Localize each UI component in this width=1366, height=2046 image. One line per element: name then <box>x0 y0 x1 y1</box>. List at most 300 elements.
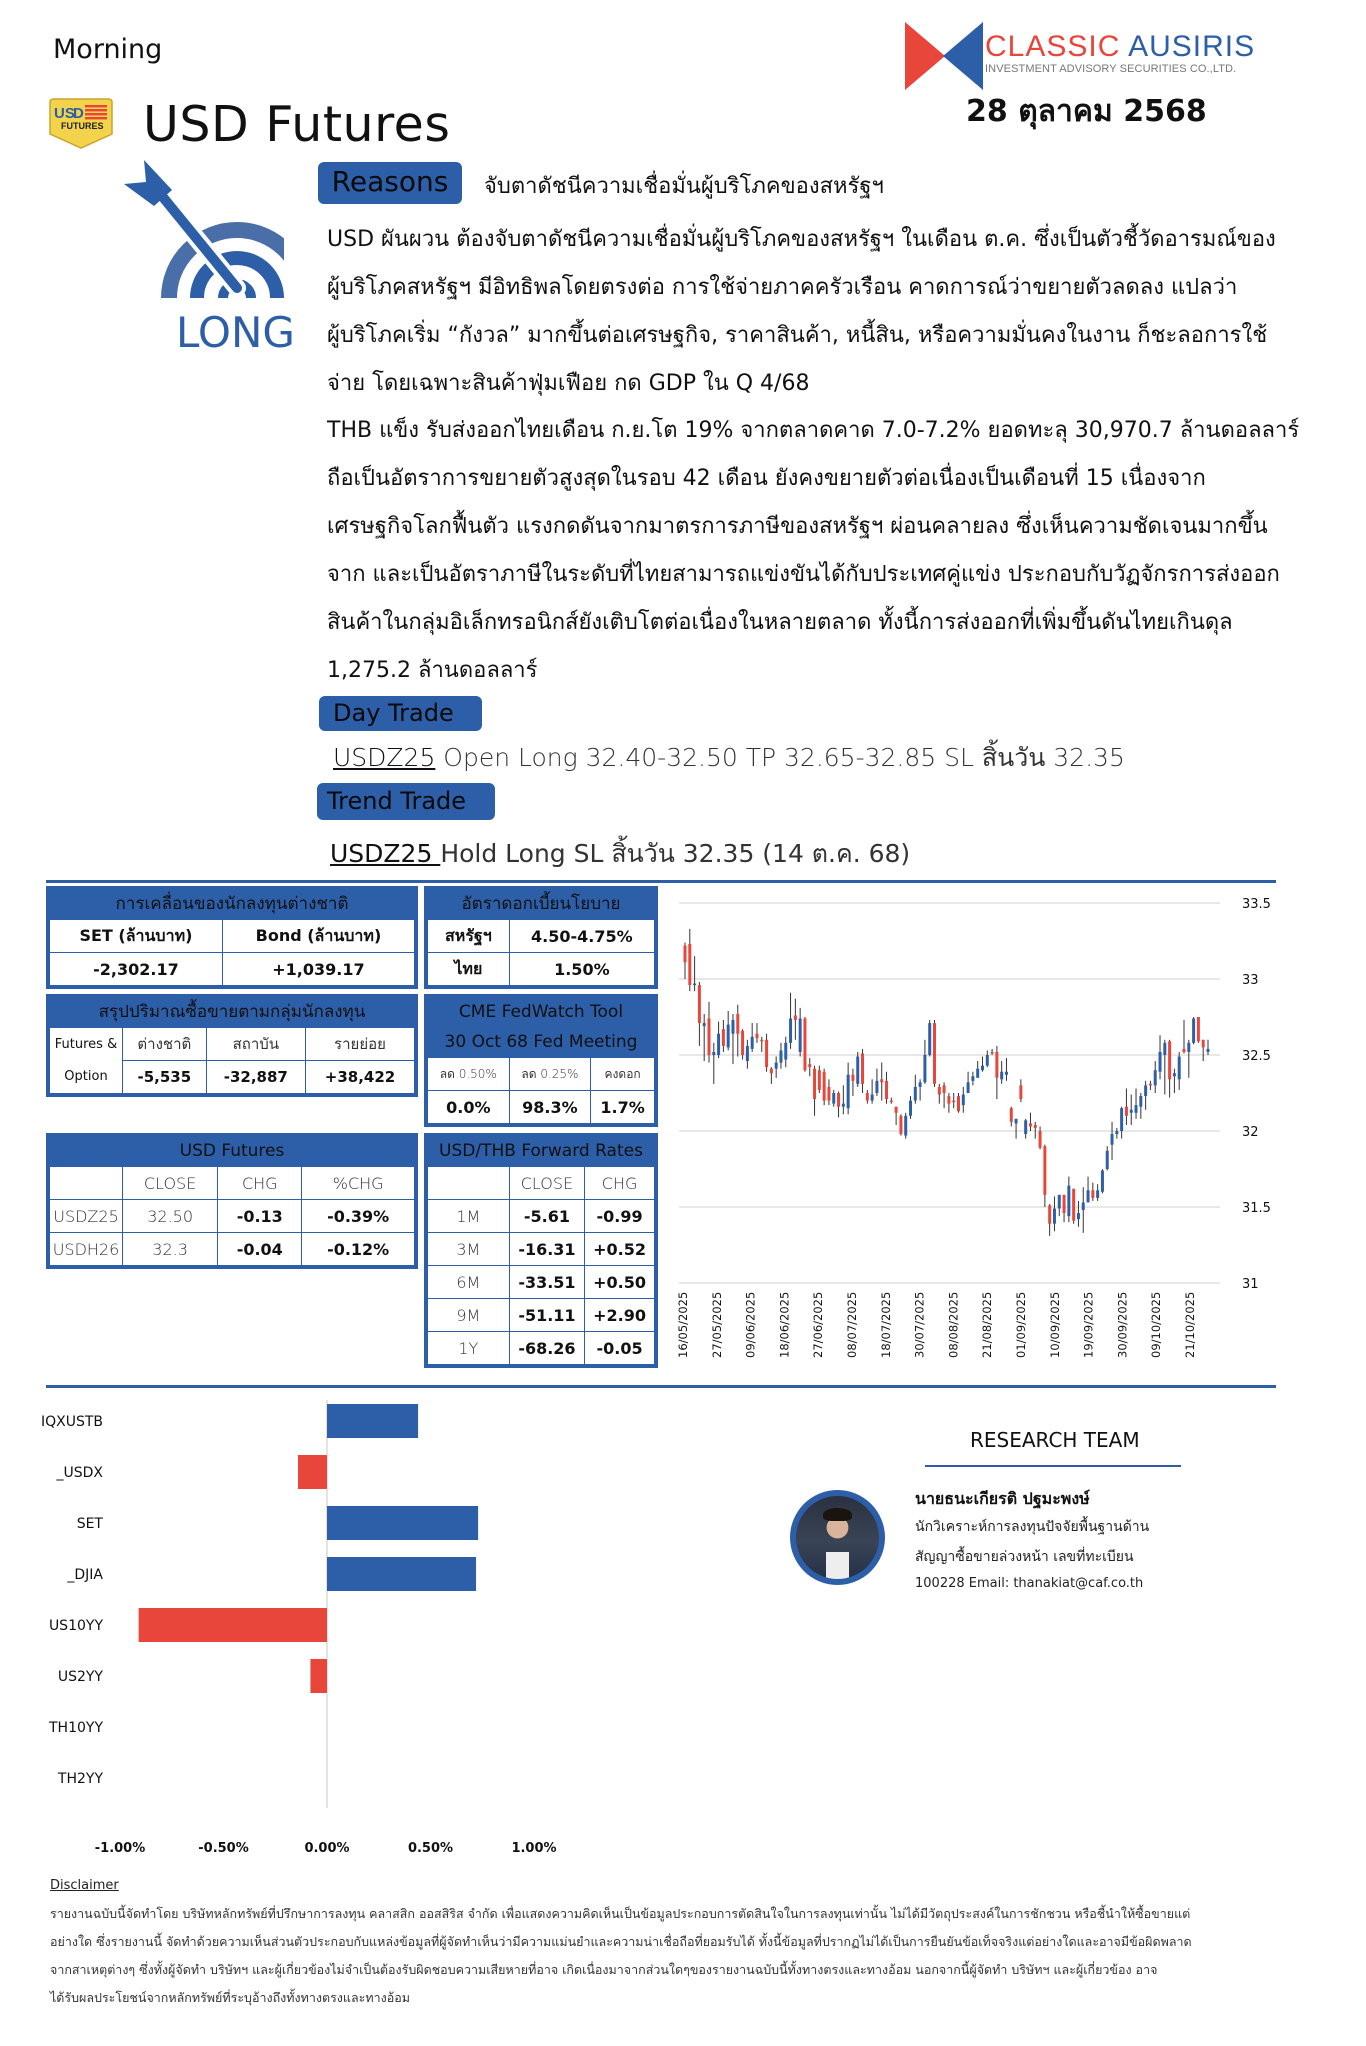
table-header-row <box>50 1167 415 1200</box>
table-cell: -0.99 <box>585 1200 655 1233</box>
table-cell: 0.0% <box>428 1091 510 1124</box>
table-cell: 1M <box>428 1200 510 1233</box>
disclaimer-line: ได้รับผลประโยชน์จากหลักทรัพย์ที่ระบุอ้างถึงทั้งทางตรงและทางอ้อม <box>50 1990 410 2005</box>
candle <box>952 1093 955 1108</box>
candle <box>813 1066 816 1116</box>
candle-body <box>712 1052 715 1055</box>
candle-body <box>880 1079 883 1082</box>
column-header <box>428 1167 510 1200</box>
candle-body <box>885 1081 888 1099</box>
candle-body <box>832 1093 835 1104</box>
x-tick-label: 09/06/2025 <box>743 1291 758 1358</box>
category-label: _USDX <box>56 1465 103 1481</box>
table-row <box>428 1299 655 1332</box>
candle-body <box>751 1037 754 1049</box>
candle <box>1048 1204 1051 1236</box>
candle <box>856 1052 859 1087</box>
candle-body <box>703 1023 706 1026</box>
candle <box>1043 1145 1046 1207</box>
candle-body <box>789 1019 792 1043</box>
candle <box>693 956 696 991</box>
candle-body <box>837 1093 840 1107</box>
candle-body <box>851 1075 854 1081</box>
candle <box>1000 1061 1003 1084</box>
candle-body <box>933 1023 936 1084</box>
table-cell: -5,535 <box>123 1061 207 1094</box>
candle <box>919 1079 922 1100</box>
company-name <box>985 30 1255 64</box>
candle <box>890 1098 893 1104</box>
candle-body <box>794 1015 797 1020</box>
candle-body <box>1192 1019 1195 1043</box>
trend-trade-label: Trend Trade <box>317 783 495 820</box>
foreign-flow-table <box>46 886 418 989</box>
table-title: สรุปปริมาณซื้อขายตามกลุ่มนักลงทุน <box>49 997 415 1027</box>
candle-body <box>731 1020 734 1034</box>
candle <box>991 1049 994 1055</box>
table-row <box>428 1233 655 1266</box>
candle-body <box>1039 1131 1042 1148</box>
y-tick-label: 31.5 <box>1242 1201 1271 1216</box>
column-header: ต่างชาติ <box>123 1028 207 1061</box>
candle <box>760 1037 763 1052</box>
table-cell: 32.3 <box>123 1233 218 1266</box>
candle-body <box>890 1101 893 1103</box>
candle <box>871 1079 874 1103</box>
candle-body <box>746 1046 749 1061</box>
column-header <box>50 1167 123 1200</box>
candle-body <box>986 1055 989 1066</box>
candle-body <box>1072 1189 1075 1221</box>
candle <box>962 1087 965 1113</box>
column-header: CHG <box>585 1167 655 1200</box>
candle-body <box>1082 1202 1085 1210</box>
analyst-name: นายธนะเกียรติ ปฐมะพงษ์ <box>915 1489 1090 1508</box>
candle <box>1082 1187 1085 1233</box>
table-cell: +0.50 <box>585 1266 655 1299</box>
candle-body <box>1207 1049 1210 1052</box>
candle <box>684 943 687 979</box>
candle <box>976 1061 979 1078</box>
table-subtitle: 30 Oct 68 Fed Meeting <box>427 1027 655 1057</box>
category-label: US10YY <box>48 1618 103 1634</box>
x-tick-label: 30/09/2025 <box>1115 1291 1130 1358</box>
table-cell: +38,422 <box>305 1061 414 1094</box>
column-header: ลด 0.50% <box>428 1058 510 1091</box>
candle-body <box>938 1087 941 1095</box>
usd-futures-logo-icon <box>46 98 116 150</box>
candle <box>818 1066 821 1093</box>
reasons-paragraph-thb <box>327 407 1347 695</box>
candle-body <box>981 1066 984 1071</box>
candle-body <box>875 1081 878 1093</box>
candle <box>1120 1107 1123 1139</box>
table-cell: -32,887 <box>206 1061 305 1094</box>
candle <box>1168 1040 1171 1098</box>
x-tick-label: -1.00% <box>94 1841 146 1856</box>
bar <box>310 1659 327 1693</box>
candle-body <box>813 1069 816 1099</box>
candle-body <box>928 1023 931 1055</box>
candle-body <box>1197 1017 1200 1041</box>
candle-body <box>971 1076 974 1081</box>
table-row <box>428 1200 655 1233</box>
candle <box>1039 1126 1042 1149</box>
candle <box>712 1043 715 1084</box>
candle <box>1202 1040 1205 1061</box>
day-trade-recommendation <box>333 738 1125 778</box>
column-header: รายย่อย <box>305 1028 414 1061</box>
candle-body <box>962 1095 965 1106</box>
table-cell: สหรัฐฯ <box>428 920 510 953</box>
candle-body <box>1125 1107 1128 1116</box>
candle-body <box>1091 1190 1094 1198</box>
candle <box>698 982 701 1046</box>
table-header-row <box>428 1167 655 1200</box>
usd-futures-table <box>46 1133 418 1269</box>
x-tick-label: 0.50% <box>407 1841 454 1856</box>
candle-body <box>1120 1108 1123 1131</box>
candle <box>765 1034 768 1072</box>
candle <box>823 1069 826 1105</box>
x-tick-label: 10/09/2025 <box>1047 1291 1062 1358</box>
table-cell: 1.50% <box>509 953 654 986</box>
y-tick-label: 33.5 <box>1242 897 1271 912</box>
candle <box>1159 1035 1162 1079</box>
table-row <box>50 953 415 986</box>
trend-trade-recommendation <box>330 834 910 874</box>
x-tick-label: 09/10/2025 <box>1149 1291 1164 1358</box>
candle-body <box>1168 1041 1171 1079</box>
candle-body <box>708 1019 711 1055</box>
candle <box>827 1079 830 1105</box>
candle <box>1139 1093 1142 1119</box>
candle <box>1034 1122 1037 1139</box>
disclaimer-line: จากสาเหตุต่างๆ ซึ่งทั้งผู้จัดทำ บริษัทฯ และผู้เกี่ยวข้องไม่จำเป็นต้องรับผิดชอบความเสียหายที่อาจ เกิดเนื่องมาจากส่วนใดๆของรายงานฉบับนี้ทั้งทางตรงและทางอ้อม นอกจากนี้ผู้จัดทำ บริษัทฯ และผู้เกี่ยวข้อง อาจ <box>50 1962 1158 1977</box>
day-trade-text: Open Long 32.40-32.50 TP 32.65-32.85 SL สิ้นวัน 32.35 <box>435 743 1125 772</box>
table-cell: ไทย <box>428 953 510 986</box>
table-row <box>50 1061 415 1094</box>
candle <box>751 1023 754 1052</box>
table-cell: -0.04 <box>218 1233 302 1266</box>
paragraph-line: USD ผันผวน ต้องจับตาดัชนีความเชื่อมั่นผู้บริโภคของสหรัฐฯ ในเดือน ต.ค. ซึ่งเป็นตัวชี้วัดอารมณ์ของ <box>327 227 1276 252</box>
candle <box>1053 1196 1056 1231</box>
section-divider <box>46 1385 1276 1388</box>
column-header: Bond (ล้านบาท) <box>222 920 414 953</box>
candle <box>722 1020 725 1052</box>
candle-body <box>808 1064 811 1067</box>
candle <box>794 999 797 1040</box>
candle <box>995 1046 998 1099</box>
candle <box>1067 1177 1070 1223</box>
candle <box>1207 1040 1210 1055</box>
candle-body <box>1087 1190 1090 1202</box>
column-header: SET (ล้านบาท) <box>50 920 223 953</box>
table-row <box>428 953 655 986</box>
candle <box>851 1069 854 1096</box>
candle <box>1005 1058 1008 1081</box>
candle-body <box>1183 1049 1186 1052</box>
candle-body <box>1149 1084 1152 1086</box>
table-cell: +0.52 <box>585 1233 655 1266</box>
candle-body <box>755 1034 758 1039</box>
candle <box>1024 1119 1027 1139</box>
table-cell: 3M <box>428 1233 510 1266</box>
candle <box>885 1072 888 1104</box>
category-label: TH2YY <box>57 1771 103 1787</box>
candle <box>799 1008 802 1057</box>
candle-body <box>1115 1131 1118 1134</box>
candle <box>1173 1069 1176 1093</box>
column-header: %CHG <box>302 1167 415 1200</box>
category-label: SET <box>76 1516 103 1532</box>
investor-volume-table <box>46 994 418 1097</box>
y-tick-label: 32.5 <box>1242 1049 1271 1064</box>
candle <box>1015 1119 1018 1139</box>
report-date: 28 ตุลาคม 2568 <box>966 94 1207 129</box>
y-tick-label: 32 <box>1242 1125 1259 1140</box>
candle-body <box>991 1052 994 1054</box>
candle-body <box>895 1107 898 1113</box>
company-name-part2: AUSIRIS <box>1128 30 1256 63</box>
bar <box>298 1455 327 1489</box>
candle-body <box>1063 1195 1066 1213</box>
candle-body <box>722 1029 725 1046</box>
candle <box>923 1040 926 1084</box>
candle-body <box>914 1087 917 1101</box>
candle <box>866 1090 869 1104</box>
candle <box>708 1002 711 1063</box>
candle-body <box>1111 1134 1114 1145</box>
candle <box>933 1020 936 1087</box>
candle <box>909 1096 912 1119</box>
candle-body <box>904 1116 907 1136</box>
bar <box>139 1608 327 1642</box>
x-tick-label: 21/08/2025 <box>980 1291 995 1358</box>
candle-body <box>1173 1073 1176 1076</box>
table-cell: -33.51 <box>509 1266 584 1299</box>
analyst-registration: สัญญาซื้อขายล่วงหน้า เลขที่ทะเบียน <box>915 1549 1134 1565</box>
row-label: Futures & <box>50 1028 123 1061</box>
candle-body <box>1053 1209 1056 1224</box>
disclaimer-title: Disclaimer <box>50 1878 119 1893</box>
category-label: US2YY <box>57 1669 103 1685</box>
candle <box>1063 1195 1066 1222</box>
candle-body <box>803 1019 806 1071</box>
candle <box>1058 1195 1061 1216</box>
candle <box>861 1049 864 1093</box>
disclaimer-line: รายงานฉบับนี้จัดทำโดย บริษัทหลักทรัพย์ที่ปรึกษาการลงทุน คลาสสิก ออสสิริส จำกัด เพื่อแสดงความคิดเห็นเป็นข้อมูลประกอบการตัดสินใจในการลงทุนเท่านั้น ไม่ได้มีวัตถุประสงค์ในการชักชวน หรือชี้นำให้ซื้อขายแต่ <box>50 1906 1191 1921</box>
candle <box>808 1058 811 1076</box>
category-label: _DJIA <box>67 1567 103 1583</box>
category-label: TH10YY <box>49 1720 103 1736</box>
signal-direction: LONG <box>176 308 295 357</box>
candle <box>741 1029 744 1059</box>
candle <box>928 1020 931 1056</box>
x-tick-label: -0.50% <box>198 1841 249 1856</box>
candle-body <box>957 1096 960 1111</box>
candle-body <box>1024 1120 1027 1134</box>
svg-text:US: US <box>54 105 75 122</box>
candle <box>1072 1189 1075 1224</box>
candle-body <box>976 1069 979 1078</box>
candle <box>688 929 691 991</box>
candle <box>895 1107 898 1125</box>
column-header: CHG <box>218 1167 302 1200</box>
bar <box>327 1506 478 1540</box>
candle <box>981 1057 984 1072</box>
table-cell: -0.12% <box>302 1233 415 1266</box>
table-header-row <box>50 1028 415 1061</box>
candle <box>947 1093 950 1113</box>
table-cell: -16.31 <box>509 1233 584 1266</box>
candle-body <box>1178 1057 1181 1080</box>
candle <box>1101 1169 1104 1193</box>
candle <box>899 1114 902 1135</box>
paragraph-line: จาก และเป็นอัตราภาษีในระดับที่ไทยสามารถแข่งขันได้กับประเทศคู่แข่ง ประกอบกับวัฏจักรการส่งออก <box>327 562 1280 587</box>
table-row <box>428 1266 655 1299</box>
research-team-title: RESEARCH TEAM <box>970 1428 1140 1452</box>
paragraph-line: THB แข็ง รับส่งออกไทยเดือน ก.ย.โต 19% จากตลาดคาด 7.0-7.2% ยอดทะลุ 30,970.7 ล้านดอลลาร์ <box>327 418 1300 443</box>
x-tick-label: 08/07/2025 <box>845 1291 859 1358</box>
reasons-label: Reasons <box>318 162 462 204</box>
table-cell: 32.50 <box>123 1200 218 1233</box>
company-name-part1: CLASSIC <box>985 30 1121 63</box>
candle-body <box>741 1031 744 1055</box>
candle <box>943 1082 946 1108</box>
paragraph-line: สินค้าในกลุ่มอิเล็กทรอนิกส์ยังเติบโตต่อเนื่องในหลายตลาด ทั้งนี้การส่งออกที่เพิ่มขึ้นดันไทยเกินดุล <box>327 610 1233 635</box>
candle-body <box>909 1101 912 1116</box>
candle <box>938 1084 941 1104</box>
candle <box>779 1043 782 1069</box>
candle-body <box>823 1072 826 1101</box>
table-cell: -51.11 <box>509 1299 584 1332</box>
svg-text:D: D <box>73 105 84 122</box>
column-header: CLOSE <box>509 1167 584 1200</box>
candle-body <box>1058 1195 1061 1209</box>
disclaimer-line: อย่างใด ซึ่งรายงานนี้ จัดทำด้วยความเห็นส่วนตัวประกอบกับแหล่งข้อมูลที่ผู้จัดทำเห็นว่ามีความแม่นยำและความน่าเชื่อถือที่ยอมรับได้ ทั้งนี้ข้อมูลที่ปรากฏไม่ได้เป็นการยืนยันข้อเท็จจริงแต่อย่างใดและอาจมีข้อผิดพลาด <box>50 1934 1192 1949</box>
candle-body <box>919 1082 922 1087</box>
candle-body <box>871 1095 874 1101</box>
candle <box>755 1023 758 1043</box>
page-title: USD Futures <box>143 96 451 153</box>
column-header: CLOSE <box>123 1167 218 1200</box>
candle-body <box>760 1040 763 1042</box>
table-cell: 1.7% <box>591 1091 655 1124</box>
paragraph-line: ผู้บริโภคสหรัฐฯ มีอิทธิพลโดยตรงต่อ การใช้จ่ายภาคครัวเรือน คาดการณ์ว่าขยายตัวลดลง แปลว่า <box>327 275 1238 300</box>
candle <box>1019 1079 1022 1102</box>
candle <box>837 1091 840 1117</box>
candle-body <box>1005 1072 1008 1075</box>
analyst-title: นักวิเคราะห์การลงทุนปัจจัยพื้นฐานด้าน <box>915 1519 1150 1535</box>
candle-body <box>717 1034 720 1055</box>
company-subtitle: INVESTMENT ADVISORY SECURITIES CO.,LTD. <box>985 63 1237 75</box>
candle <box>1010 1107 1013 1127</box>
candle <box>770 1067 773 1084</box>
table-row <box>50 1233 415 1266</box>
candle-body <box>784 1043 787 1060</box>
candle-body <box>1163 1043 1166 1055</box>
candle-body <box>947 1096 950 1104</box>
candle-body <box>842 1104 845 1107</box>
candle <box>1154 1061 1157 1093</box>
candle-body <box>1019 1085 1022 1099</box>
fedwatch-table <box>424 994 658 1127</box>
candle-body <box>1043 1146 1046 1195</box>
candle <box>1130 1095 1133 1125</box>
candle-body <box>861 1053 864 1083</box>
candle-body <box>779 1050 782 1062</box>
table-title: CME FedWatch Tool <box>427 997 655 1027</box>
table-cell: -0.05 <box>585 1332 655 1365</box>
candle-body <box>799 1019 802 1052</box>
candle <box>1192 1017 1195 1044</box>
candle <box>1115 1128 1118 1139</box>
candle <box>1106 1146 1109 1170</box>
table-cell: -68.26 <box>509 1332 584 1365</box>
candle <box>1197 1017 1200 1043</box>
candle <box>986 1050 989 1067</box>
edition-label: Morning <box>53 34 163 65</box>
x-tick-label: 1.00% <box>511 1841 557 1856</box>
research-team-divider <box>925 1465 1181 1467</box>
candle <box>736 1005 739 1057</box>
candle-body <box>1010 1108 1013 1122</box>
target-arrow-icon <box>124 158 284 298</box>
category-label: IQXUSTB <box>40 1414 103 1430</box>
reasons-headline: จับตาดัชนีความเชื่อมั่นผู้บริโภคของสหรัฐฯ <box>484 174 884 199</box>
x-tick-label: 18/06/2025 <box>777 1291 792 1358</box>
x-tick-label: 08/08/2025 <box>946 1291 961 1358</box>
candle-body <box>1154 1070 1157 1085</box>
svg-text:FUTURES: FUTURES <box>61 121 104 131</box>
table-title: อัตราดอกเบี้ยนโยบาย <box>427 889 655 919</box>
candle-body <box>943 1085 946 1093</box>
candle-body <box>827 1087 830 1101</box>
candle <box>1149 1081 1152 1090</box>
candle-body <box>1034 1125 1037 1128</box>
table-cell: 1Y <box>428 1332 510 1365</box>
candle-body <box>693 984 696 986</box>
table-cell: 9M <box>428 1299 510 1332</box>
candle-body <box>1135 1105 1138 1113</box>
candle-body <box>775 1063 778 1069</box>
table-row <box>50 1200 415 1233</box>
candle <box>1111 1122 1114 1160</box>
paragraph-line: จ่าย โดยเฉพาะสินค้าฟุ่มเฟือย กด GDP ใน Q 4/68 <box>327 371 810 396</box>
column-header: คงดอก <box>591 1058 655 1091</box>
candle <box>1096 1184 1099 1201</box>
candle <box>1087 1177 1090 1203</box>
candle-body <box>1048 1205 1051 1223</box>
paragraph-line: ผู้บริโภคเริ่ม “กังวล” มากขึ้นต่อเศรษฐกิจ, ราคาสินค้า, หนี้สิน, หรือความมั่นคงในงาน ก็ชะลอการใช้ <box>327 323 1268 348</box>
table-cell: USDH26 <box>50 1233 123 1266</box>
table-title: การเคลื่อนของนักลงทุนต่างชาติ <box>49 889 415 919</box>
candle-body <box>765 1040 768 1067</box>
candle-body <box>736 1014 739 1034</box>
x-tick-label: 0.00% <box>304 1841 350 1856</box>
reasons-paragraph-usd <box>327 216 1347 408</box>
candle-body <box>952 1101 955 1103</box>
candle <box>789 993 792 1049</box>
table-title: USD Futures <box>49 1136 415 1166</box>
candle-body <box>899 1116 902 1134</box>
candle-body <box>1067 1186 1070 1216</box>
candle-body <box>995 1052 998 1078</box>
candle-body <box>847 1075 850 1108</box>
candle-body <box>1187 1043 1190 1052</box>
day-trade-symbol: USDZ25 <box>333 743 436 772</box>
